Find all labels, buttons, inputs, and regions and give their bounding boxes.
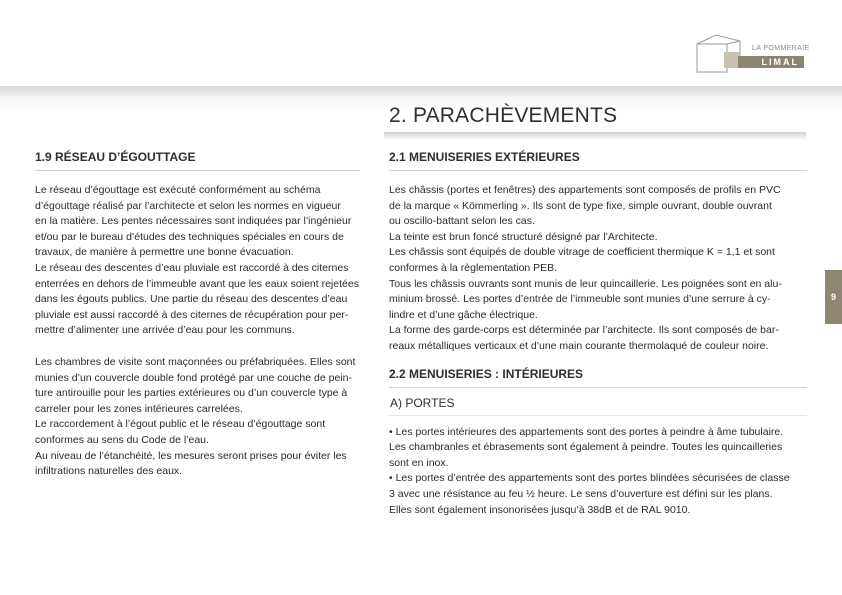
text-line: • Les portes d’entrée des appartements sont des portes blindées sécurisées de classe (389, 472, 790, 485)
text-line: • Les portes intérieures des appartements sont des portes à peindre à âme tubulaire. (389, 425, 784, 438)
text-line: carreler pour les zones intérieures carrelées. (35, 402, 243, 415)
text-line: Le réseau d’égouttage est exécuté conformément au schéma (35, 184, 321, 196)
text-line: travaux, de manière à permettre une bonne évacuation. (35, 246, 294, 259)
section-heading-egouttage: 1.9 RÉSEAU D’ÉGOUTTAGE (35, 150, 360, 171)
page-title: 2. PARACHÈVEMENTS (389, 104, 618, 127)
logo (694, 32, 810, 76)
text-line: d’égouttage réalisé par l’architecte et selon les normes en vigueur (35, 199, 341, 212)
text-line: Au niveau de l’étanchéité, les mesures seront prises pour éviter les (35, 449, 347, 462)
text-line: conformes au sens du Code de l’eau. (35, 433, 209, 446)
text-line: La forme des garde-corps est déterminée par l’architecte. Ils sont composés de bar- (389, 324, 779, 337)
text-line: Les châssis sont équipés de double vitrage de coefficient thermique K = 1,1 et sont (389, 246, 775, 259)
left-column (35, 150, 360, 480)
logo-house-icon (694, 32, 754, 76)
page-number-tab: 9 (825, 270, 842, 324)
paragraph-portes (389, 425, 807, 519)
text-line: sont en inox. (389, 456, 449, 469)
subheading-portes: A) PORTES (389, 396, 807, 416)
text-line: Le raccordement à l’égout public et le réseau d’égouttage sont (35, 418, 326, 431)
text-line: et/ou par le bureau d’études des techniques spéciales en cours de (35, 230, 344, 243)
text-line: Elles sont également insonorisées jusqu’à 38dB et de RAL 9010. (389, 503, 691, 516)
text-line: enterrées en dehors de l’immeuble avant que les eaux soient rejetées (35, 277, 359, 290)
text-line: dans les égouts publics. Une partie du réseau des descentes d’eau (35, 293, 348, 306)
text-line: minium brossé. Les portes d’entrée de l’immeuble sont munies d’une serrure à cy- (389, 293, 771, 306)
text-line: Le réseau des descentes d’eau pluviale est raccordé à des citernes (35, 261, 349, 274)
text-line: ou oscillo-battant selon les cas. (389, 215, 535, 228)
text-line: reaux métalliques verticaux et d’une main courante thermolaqué de couleur noire. (389, 339, 769, 352)
right-column (389, 150, 807, 518)
paragraph-egouttage-1 (35, 183, 360, 339)
text-line: Les chambranles et ébrasements sont également à peindre. Toutes les quincailleries (389, 441, 783, 454)
text-line: conformes à la règlementation PEB. (389, 261, 558, 274)
title-divider (384, 132, 806, 140)
paragraph-menuiseries-exterieures (389, 183, 807, 355)
text-line: de la marque « Kömmerling ». Ils sont de type fixe, simple ouvrant, double ouvrant (389, 199, 772, 212)
text-line: Tous les châssis ouvrants sont munis de leur quincaillerie. Les poignées sont en alu- (389, 277, 782, 290)
text-line: munies d’un couvercle double fond protégé par une couche de pein- (35, 371, 352, 384)
text-line: en la matière. Les pentes nécessaires sont indiquées par l’ingénieur (35, 215, 352, 228)
section-heading-menuiseries-exterieures: 2.1 MENUISERIES EXTÉRIEURES (389, 150, 807, 171)
logo-wordmark: LIMAL (738, 56, 804, 68)
text-line: 3 avec une résistance au feu ½ heure. Le sens d’ouverture est défini sur les plans. (389, 487, 773, 500)
logo-tagline: LA POMMERAIE (752, 45, 810, 52)
text-line: lindre et d’une gâche électrique. (389, 308, 538, 321)
section-heading-menuiseries-interieures: 2.2 MENUISERIES : INTÉRIEURES (389, 367, 807, 388)
paragraph-egouttage-2 (35, 355, 360, 480)
text-line: Les châssis (portes et fenêtres) des appartements sont composés de profils en PVC (389, 184, 781, 196)
text-line: infiltrations naturelles des eaux. (35, 465, 183, 478)
text-line: Les chambres de visite sont maçonnées ou préfabriquées. Elles sont (35, 355, 356, 368)
text-line: ture antirouille pour les parties extérieures ou d’un couvercle type à (35, 387, 348, 400)
text-line: mettre d’alimenter une arrivée d’eau pour les communs. (35, 324, 295, 337)
text-line: pluviale est aussi raccordé à des citernes de récupération pour per- (35, 308, 349, 321)
text-line: La teinte est brun foncé structuré désigné par l’Architecte. (389, 230, 658, 243)
